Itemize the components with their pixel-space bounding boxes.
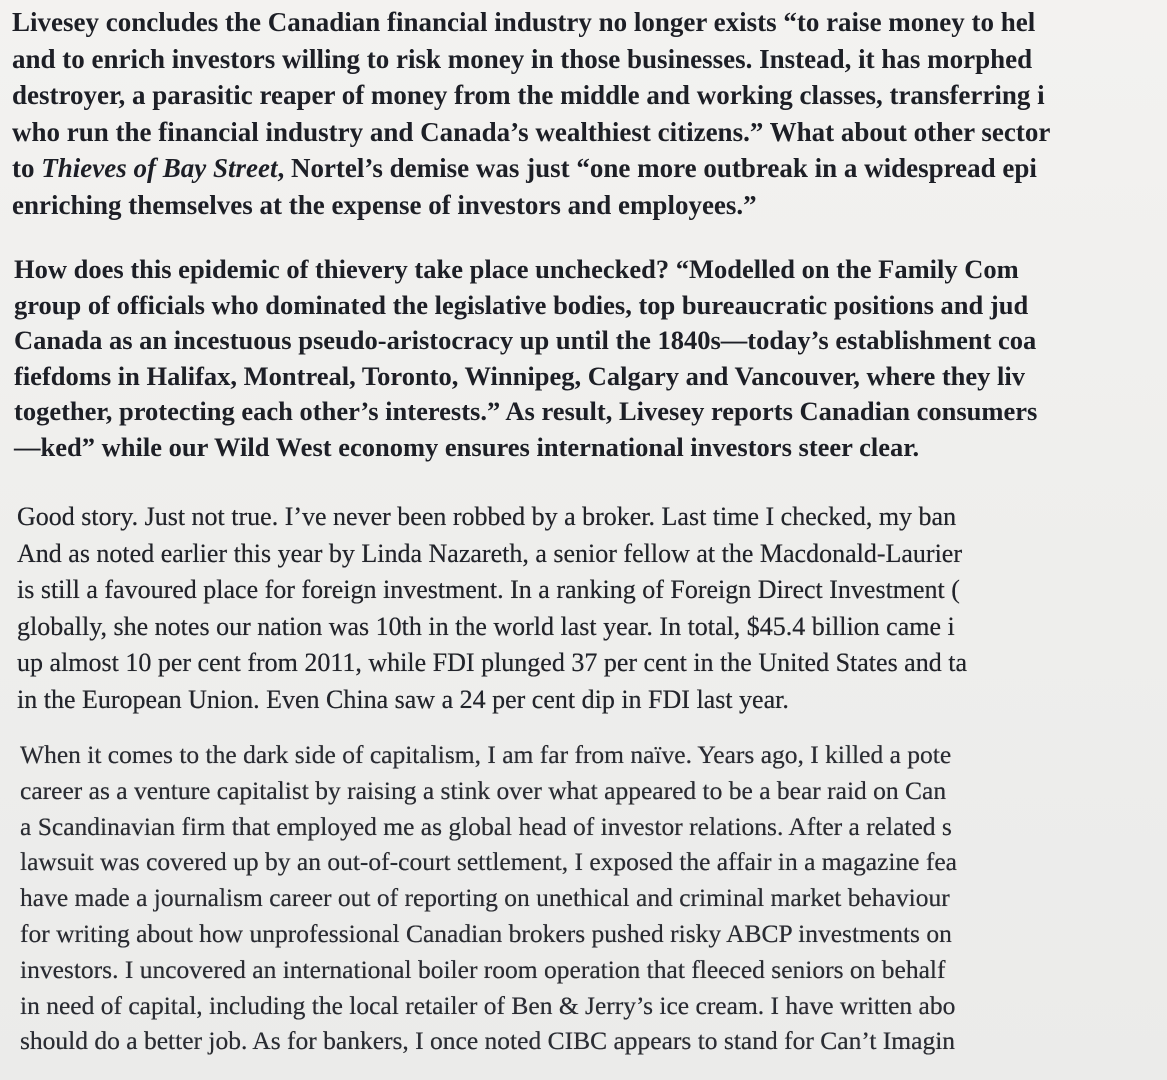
text-line: Canada as an incestuous pseudo-aristocracy up until the 1840s—today’s establishment coa <box>14 325 1037 355</box>
text-line: Good story. Just not true. I’ve never been robbed by a broker. Last time I checked, my ban <box>17 502 957 531</box>
text-line: Livesey concludes the Canadian financial industry no longer exists “to raise money to hel <box>12 7 1036 37</box>
text-line: And as noted earlier this year by Linda Nazareth, a senior fellow at the Macdonald-Laurier <box>17 538 963 568</box>
text-line: destroyer, a parasitic reaper of money from the middle and working classes, transferring i <box>12 80 1045 110</box>
text-line: fiefdoms in Halifax, Montreal, Toronto, Winnipeg, Calgary and Vancouver, where they liv <box>14 360 1026 391</box>
book-title: Thieves of Bay Street <box>41 153 278 183</box>
text-line-suffix: , Nortel’s demise was just “one more outbreak in a widespread epi <box>277 153 1037 183</box>
text-line: up almost 10 per cent from 2011, while FDI plunged 37 per cent in the United States and ta <box>17 648 967 677</box>
text-line: enriching themselves at the expense of investors and employees.” <box>12 189 757 220</box>
text-line: globally, she notes our nation was 10th in the world last year. In total, $45.4 billion came i <box>17 611 955 641</box>
text-line: is still a favoured place for foreign investment. In a ranking of Foreign Direct Investment ( <box>17 575 960 604</box>
paragraph-epidemic-thievery <box>14 252 1167 465</box>
paragraph-livesey-conclusion <box>12 4 1167 223</box>
text-line: should do a better job. As for bankers, I once noted CIBC appears to stand for Can’t Imagin <box>20 1026 956 1056</box>
text-line: lawsuit was covered up by an out-of-court settlement, I exposed the affair in a magazine fea <box>20 847 958 877</box>
text-line: career as a venture capitalist by raising a stink over what appeared to be a bear raid on Can <box>20 775 947 805</box>
text-line: in the European Union. Even China saw a 24 per cent dip in FDI last year. <box>17 684 789 714</box>
text-line: investors. I uncovered an international boiler room operation that fleeced seniors on behalf <box>20 954 946 984</box>
text-line: together, protecting each other’s interests.” As result, Livesey reports Canadian consumers <box>14 396 1038 426</box>
text-line: group of officials who dominated the legislative bodies, top bureaucratic positions and jud <box>14 289 1029 320</box>
paragraph-good-story <box>17 499 1167 718</box>
text-line: who run the financial industry and Canada’s wealthiest citizens.” What about other sector <box>12 116 1051 147</box>
text-line-with-book-title <box>12 150 1167 187</box>
text-line: How does this epidemic of thievery take place unchecked? “Modelled on the Family Com <box>14 254 1019 284</box>
text-line-prefix: to <box>12 153 42 183</box>
text-line: a Scandinavian firm that employed me as global head of investor relations. After a related s <box>20 811 952 841</box>
paragraph-dark-side-capitalism <box>20 737 1167 1059</box>
text-line: for writing about how unprofessional Canadian brokers pushed risky ABCP investments on <box>20 918 952 948</box>
text-line: in need of capital, including the local retailer of Ben & Jerry’s ice cream. I have written abo <box>20 990 956 1020</box>
text-line: —ked” while our Wild West economy ensures international investors steer clear. <box>14 431 920 462</box>
text-line: When it comes to the dark side of capitalism, I am far from naïve. Years ago, I killed a pote <box>20 740 952 769</box>
text-line: have made a journalism career out of reporting on unethical and criminal market behaviour <box>20 883 950 913</box>
text-line: and to enrich investors willing to risk money in those businesses. Instead, it has morphed <box>12 43 1033 74</box>
